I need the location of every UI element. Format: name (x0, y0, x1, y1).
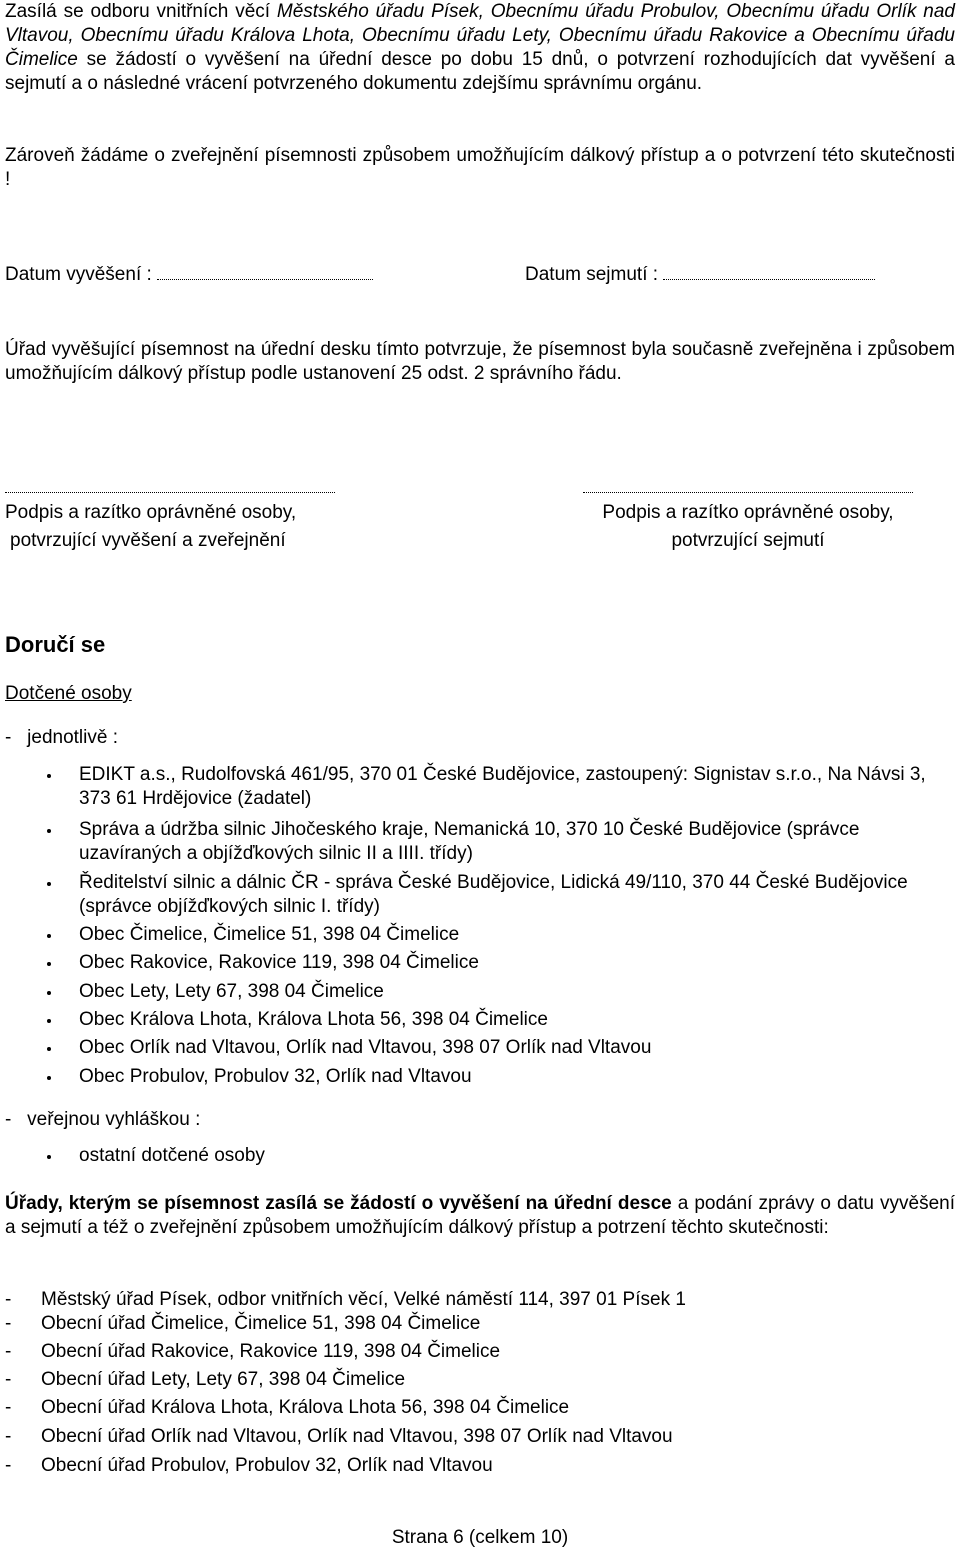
dash-marker: - (5, 1369, 12, 1390)
office-item-text: Městský úřad Písek, odbor vnitřních věcí, Velké náměstí 114, 397 01 Písek 1 (41, 1289, 686, 1310)
bullet-icon (47, 1019, 51, 1023)
individual-recipient-item: Správa a údržba silnic Jihočeského kraje, Nemanická 10, 370 10 České Budějovice (správce uzavíraných a objížďkových silnic II a IIII. třídy) (79, 819, 860, 864)
signature-left-line2: potvrzující vyvěšení a zveřejnění (10, 530, 286, 551)
date-removed-label: Datum sejmutí : (525, 264, 659, 285)
offices-intro-bold: Úřady, kterým se písemnost zasílá se žádostí o vyvěšení na úřední desce (5, 1193, 672, 1214)
office-item (5, 1455, 493, 1477)
dash-marker: - (5, 1313, 12, 1334)
signature-left-line (5, 480, 335, 493)
page-number: Strana 6 (celkem 10) (391, 1527, 569, 1548)
intro-start: Zasílá se odboru vnitřních věcí (5, 1, 277, 22)
confirmation-paragraph: Úřad vyvěšující písemnost na úřední desku tímto potvrzuje, že písemnost byla současně zveřejněna i způsobem umožňujícím dálkový přístup podle ustanovení 25 odst. 2 správního řádu. (5, 339, 955, 384)
intro-recipients: Městského úřadu Písek, Obecnímu úřadu Probulov, Obecnímu úřadu Orlík nad Vltavou, Obecnímu úřadu Králova Lhota, Obecnímu úřadu Lety, Obecnímu úřadu Rakovice a Obecnímu úřadu Čimelice (5, 1, 955, 70)
individual-recipient-item: EDIKT a.s., Rudolfovská 461/95, 370 01 České Budějovice, zastoupený: Signistav s.r.o., Na Návsi 3, 373 61 Hrdějovice (žadatel) (79, 764, 926, 809)
dash-marker: - (5, 1341, 12, 1362)
bullet-icon (47, 774, 51, 778)
office-item (5, 1341, 500, 1363)
bullet-icon (47, 1047, 51, 1051)
signature-right (583, 480, 913, 555)
public-notice-label: - veřejnou vyhláškou : (5, 1109, 201, 1130)
signature-left (5, 480, 335, 555)
bullet-icon (47, 1155, 51, 1159)
dash-marker: - (5, 1426, 12, 1447)
individual-recipient-item: Ředitelství silnic a dálnic ČR - správa České Budějovice, Lidická 49/110, 370 44 České Budějovice (správce objížďkových silnic I. třídy) (79, 872, 908, 917)
date-posted-blank (157, 265, 373, 280)
office-item-text: Obecní úřad Rakovice, Rakovice 119, 398 04 Čimelice (41, 1341, 501, 1362)
signature-right-line1: Podpis a razítko oprávněné osoby, (602, 502, 894, 523)
offices-paragraph (5, 1192, 955, 1240)
individual-recipient-item: Obec Orlík nad Vltavou, Orlík nad Vltavou, 398 07 Orlík nad Vltavou (79, 1037, 652, 1058)
public-recipient-item: ostatní dotčené osoby (79, 1145, 265, 1166)
publication-request: Zároveň žádáme o zveřejnění písemnosti způsobem umožňujícím dálkový přístup a o potvrzení této skutečnosti ! (5, 145, 955, 190)
bullet-icon (47, 1076, 51, 1080)
date-removed-blank (663, 265, 875, 280)
office-item-text: Obecní úřad Lety, Lety 67, 398 04 Čimelice (41, 1369, 406, 1390)
office-item (5, 1397, 569, 1419)
office-item (5, 1313, 480, 1335)
office-item (5, 1426, 673, 1448)
date-posted-field (5, 264, 373, 286)
office-item-text: Obecní úřad Orlík nad Vltavou, Orlík nad Vltavou, 398 07 Orlík nad Vltavou (41, 1426, 673, 1447)
dash-marker: - (5, 1397, 12, 1418)
intro-paragraph (5, 0, 955, 96)
affected-persons-label: Dotčené osoby (5, 683, 132, 704)
individually-label: - jednotlivě : (5, 727, 118, 748)
individual-recipient-item: Obec Králova Lhota, Králova Lhota 56, 398 04 Čimelice (79, 1009, 548, 1030)
office-item-text: Obecní úřad Probulov, Probulov 32, Orlík nad Vltavou (41, 1455, 493, 1476)
bullet-icon (47, 962, 51, 966)
date-posted-label: Datum vyvěšení : (5, 264, 152, 285)
date-removed-field (525, 264, 875, 286)
individual-recipient-item: Obec Lety, Lety 67, 398 04 Čimelice (79, 981, 384, 1002)
signature-right-line (583, 480, 913, 493)
offices-intro-rest: a podání zprávy o datu vyvěšení a sejmutí a též o zveřejnění způsobem umožňujícím dálkový přístup a potrzení těchto skutečnosti: (5, 1193, 955, 1238)
signature-right-line2: potvrzující sejmutí (671, 530, 825, 551)
signature-left-line1: Podpis a razítko oprávněné osoby, (5, 502, 297, 523)
office-item-text: Obecní úřad Čimelice, Čimelice 51, 398 04 Čimelice (41, 1313, 481, 1334)
office-item (5, 1289, 686, 1311)
bullet-icon (47, 882, 51, 886)
dash-marker: - (5, 1455, 12, 1476)
individual-recipient-item: Obec Rakovice, Rakovice 119, 398 04 Čimelice (79, 952, 479, 973)
individual-recipient-item: Obec Probulov, Probulov 32, Orlík nad Vltavou (79, 1066, 472, 1087)
office-item (5, 1369, 405, 1391)
individual-recipient-item: Obec Čimelice, Čimelice 51, 398 04 Čimelice (79, 924, 460, 945)
bullet-icon (47, 934, 51, 938)
bullet-icon (47, 829, 51, 833)
intro-end: se žádostí o vyvěšení na úřední desce po dobu 15 dnů, o potvrzení rozhodujících dat vyvěšení a sejmutí a o následné vrácení potvrzeného dokumentu zdejšímu správnímu orgánu. (5, 49, 955, 94)
office-item-text: Obecní úřad Králova Lhota, Králova Lhota 56, 398 04 Čimelice (41, 1397, 570, 1418)
delivery-heading: Doručí se (5, 632, 106, 657)
bullet-icon (47, 991, 51, 995)
dash-marker: - (5, 1289, 12, 1310)
